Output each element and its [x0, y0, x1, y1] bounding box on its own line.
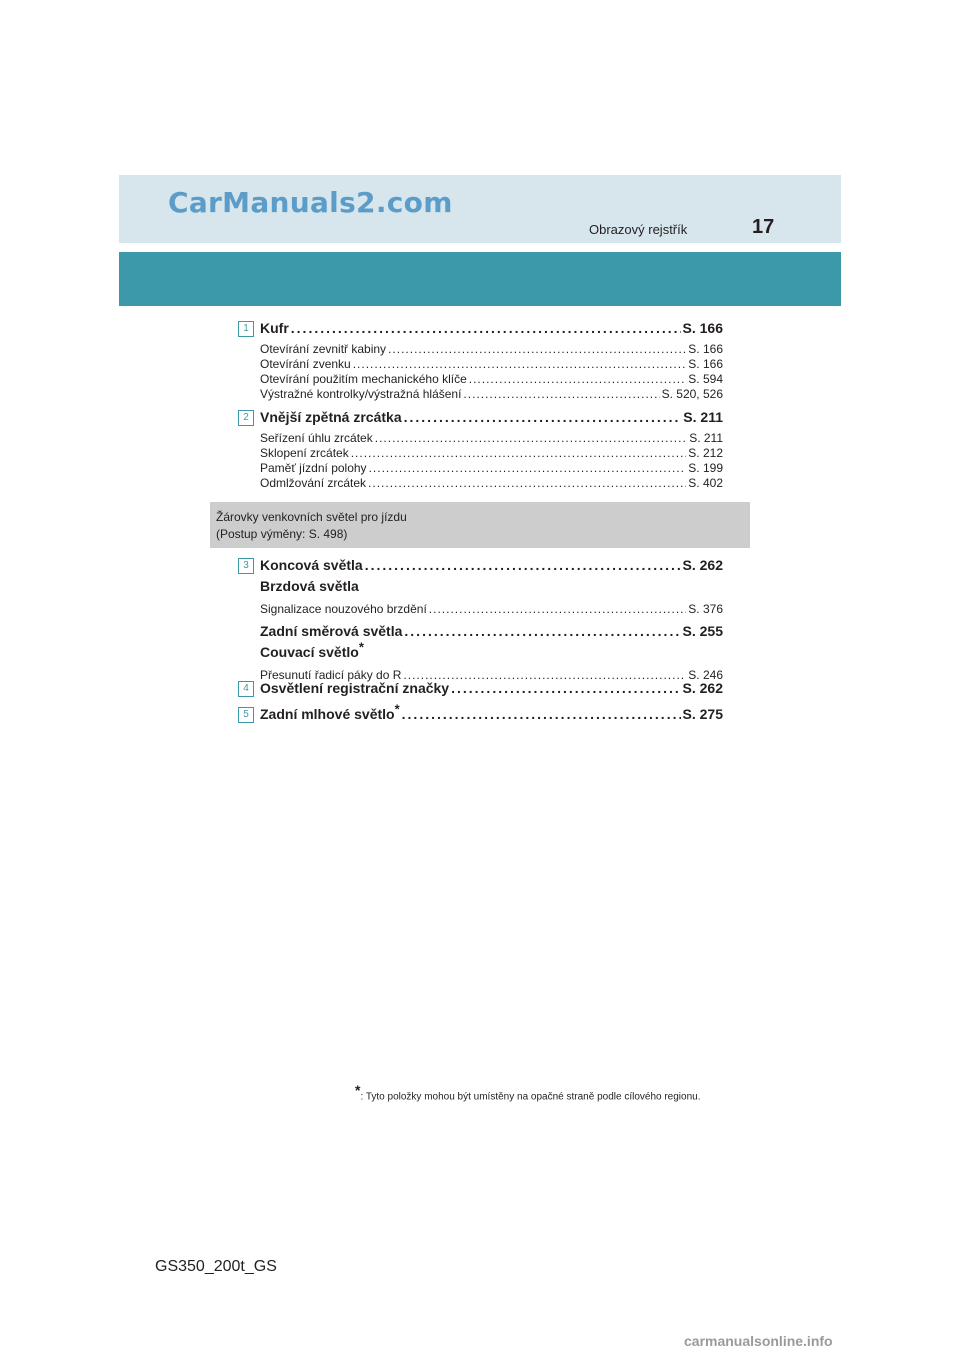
section-heading-row — [238, 409, 723, 429]
list-item — [238, 476, 723, 491]
model-code: GS350_200t_GS — [155, 1258, 277, 1275]
subheading-title: Zadní směrová světla — [260, 623, 403, 639]
item-label: Otevírání použitím mechanického klíče — [260, 372, 467, 386]
leader-dots — [402, 706, 681, 722]
subheading-title: Brzdová světla — [260, 578, 359, 594]
section-title: Koncová světla — [260, 557, 363, 573]
section-title: Osvětlení registrační značky — [260, 680, 450, 696]
footnote-marker: * — [358, 639, 364, 655]
section-mirrors — [238, 409, 723, 491]
bulb-info-line-2: (Postup výměny: S. 498) — [216, 527, 348, 541]
list-item — [238, 461, 723, 476]
leader-dots — [375, 431, 687, 445]
page-ref[interactable]: S. 211 — [683, 409, 723, 425]
section-number-badge: 3 — [238, 558, 254, 574]
page-ref[interactable]: S. 402 — [688, 476, 723, 490]
page-number: 17 — [752, 216, 775, 238]
leader-dots — [463, 387, 659, 401]
list-item — [238, 602, 723, 617]
item-label: Signalizace nouzového brzdění — [260, 602, 427, 616]
leader-dots — [291, 320, 681, 336]
subheading-row — [238, 623, 723, 643]
leader-dots — [369, 461, 687, 475]
section-number-badge: 2 — [238, 410, 254, 426]
section-number-badge: 4 — [238, 681, 254, 697]
leader-dots — [404, 623, 680, 639]
page-ref[interactable]: S. 262 — [682, 557, 723, 573]
item-label: Odmlžování zrcátek — [260, 476, 367, 490]
list-item — [238, 446, 723, 461]
item-label: Sklopení zrcátek — [260, 446, 349, 460]
footnote-marker: * — [394, 701, 400, 717]
page-ref[interactable]: S. 246 — [688, 668, 723, 682]
site-logo[interactable]: CarManuals2.com — [168, 186, 453, 219]
leader-dots — [388, 342, 686, 356]
leader-dots — [368, 476, 686, 490]
section-heading-row — [238, 701, 723, 726]
watermark: carmanualsonline.info — [684, 1333, 833, 1349]
subheading-row — [238, 578, 723, 598]
item-label: Výstražné kontrolky/výstražná hlášení — [260, 387, 462, 401]
bulb-info-box — [210, 502, 750, 548]
page-ref[interactable]: S. 166 — [688, 357, 723, 371]
section-plate-light — [238, 680, 723, 700]
leader-dots — [353, 357, 687, 371]
page-ref[interactable]: S. 199 — [688, 461, 723, 475]
page-ref[interactable]: S. 255 — [682, 623, 723, 639]
subheading-title — [260, 639, 364, 660]
header-title: Obrazový rejstřík — [589, 222, 688, 237]
section-title: Vnější zpětná zrcátka — [260, 409, 402, 425]
section-heading-row — [238, 680, 723, 700]
item-label: Přesunutí řadicí páky do R — [260, 668, 402, 682]
footnote-text: : Tyto položky mohou být umístěny na opačné straně podle cílového regionu. — [360, 1091, 701, 1103]
section-title-text: Zadní mlhové světlo — [260, 706, 395, 722]
page-ref[interactable]: S. 212 — [688, 446, 723, 460]
page-ref[interactable]: S. 520, 526 — [661, 387, 723, 401]
item-label: Seřízení úhlu zrcátek — [260, 431, 373, 445]
list-item — [238, 342, 723, 357]
list-item — [238, 431, 723, 446]
section-heading-row — [238, 557, 723, 577]
section-number-badge: 5 — [238, 707, 254, 723]
teal-band — [119, 252, 841, 306]
page-ref[interactable]: S. 275 — [682, 706, 723, 722]
section-tail-lights — [238, 557, 723, 683]
leader-dots — [451, 680, 680, 696]
subheading-text: Couvací světlo — [260, 644, 359, 660]
item-label: Otevírání zvenku — [260, 357, 351, 371]
page-ref[interactable]: S. 166 — [688, 342, 723, 356]
leader-dots — [404, 409, 682, 425]
page-ref[interactable]: S. 376 — [688, 602, 723, 616]
page-ref[interactable]: S. 594 — [688, 372, 723, 386]
list-item — [238, 387, 723, 402]
footnote — [355, 1082, 700, 1102]
item-label: Paměť jízdní polohy — [260, 461, 367, 475]
leader-dots — [365, 557, 681, 573]
list-item — [238, 372, 723, 387]
page-ref[interactable]: S. 262 — [682, 680, 723, 696]
section-title — [260, 701, 400, 722]
section-trunk — [238, 320, 723, 402]
bulb-info-line-1: Žárovky venkovních světel pro jízdu — [216, 510, 407, 524]
subheading-row — [238, 639, 723, 664]
section-number-badge: 1 — [238, 321, 254, 337]
section-title: Kufr — [260, 320, 289, 336]
leader-dots — [469, 372, 687, 386]
page-ref[interactable]: S. 211 — [689, 431, 723, 445]
leader-dots — [429, 602, 687, 616]
item-label: Otevírání zevnitř kabiny — [260, 342, 387, 356]
footnote-star: * — [355, 1082, 361, 1098]
leader-dots — [351, 446, 687, 460]
list-item — [238, 357, 723, 372]
page-ref[interactable]: S. 166 — [682, 320, 723, 336]
section-heading-row — [238, 320, 723, 340]
section-fog-light — [238, 701, 723, 726]
